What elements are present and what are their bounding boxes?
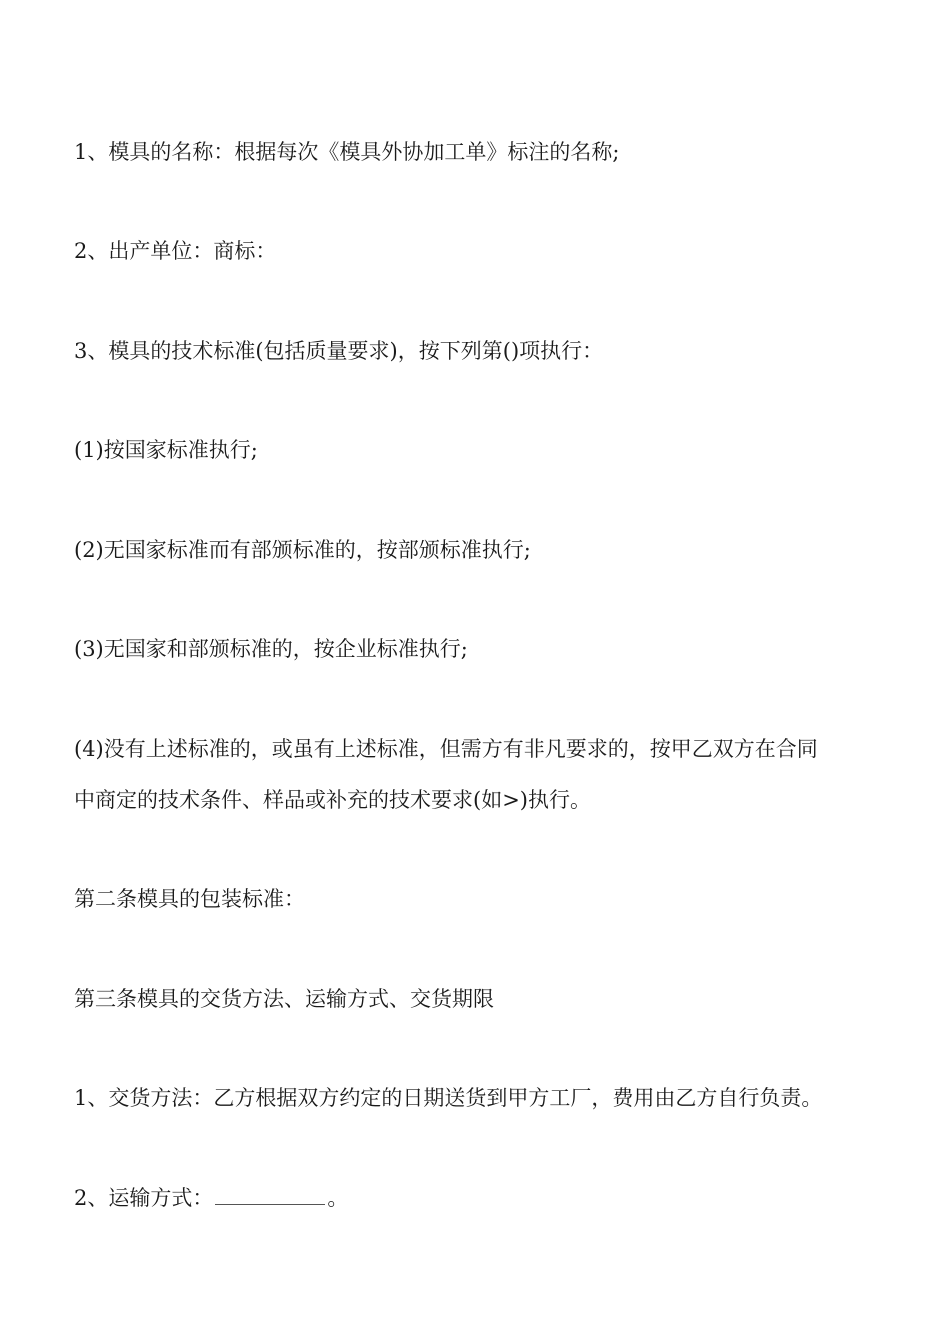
item-mold-name: 1、模具的名称：根据每次《模具外协加工单》标注的名称;	[74, 140, 620, 164]
article-delivery: 第三条模具的交货方法、运输方式、交货期限	[74, 987, 494, 1011]
item-special-requirements-cont: 中商定的技术条件、样品或补充的技术要求(如>)执行。	[74, 788, 591, 812]
transport-suffix: 。	[327, 1186, 349, 1210]
article-packaging: 第二条模具的包装标准：	[74, 887, 305, 911]
item-producer: 2、出产单位：商标：	[74, 239, 277, 263]
item-national-standard: (1)按国家标准执行;	[74, 438, 258, 462]
item-ministry-standard: (2)无国家标准而有部颁标准的，按部颁标准执行;	[74, 538, 531, 562]
item-enterprise-standard: (3)无国家和部颁标准的，按企业标准执行;	[74, 637, 468, 661]
item-special-requirements: (4)没有上述标准的，或虽有上述标准，但需方有非凡要求的，按甲乙双方在合同	[74, 737, 818, 761]
item-delivery-method: 1、交货方法：乙方根据双方约定的日期送货到甲方工厂，费用由乙方自行负责。	[74, 1086, 823, 1110]
transport-label: 2、运输方式：	[74, 1186, 214, 1210]
item-tech-standard: 3、模具的技术标准(包括质量要求)，按下列第()项执行：	[74, 339, 604, 363]
item-transport-method	[74, 1184, 348, 1212]
transport-blank-field[interactable]	[215, 1186, 325, 1205]
